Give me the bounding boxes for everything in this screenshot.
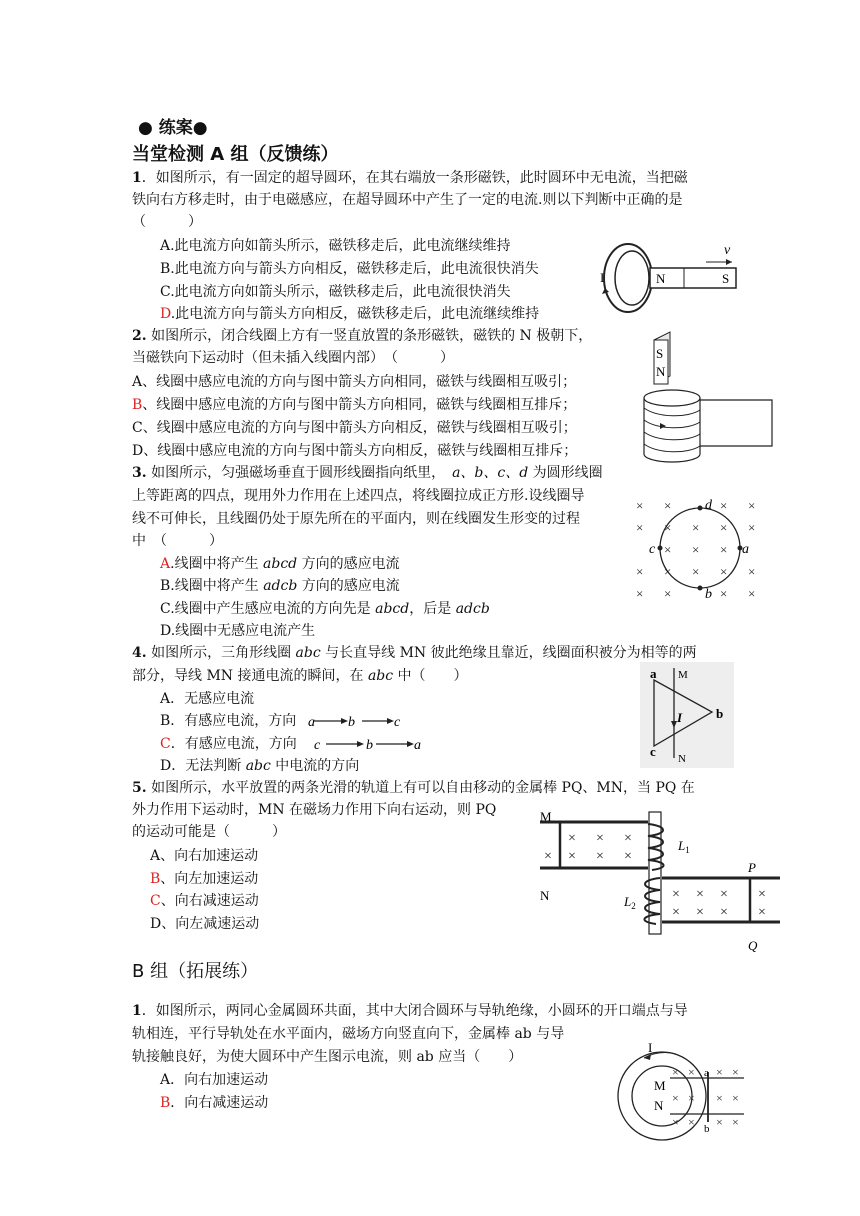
field-cross-icon: × bbox=[636, 498, 644, 513]
q4-stem-text-4: 中（ ） bbox=[393, 668, 468, 684]
field-cross-icon: × bbox=[688, 1091, 695, 1105]
field-cross-icon: × bbox=[720, 564, 728, 579]
q1-answer-letter: D bbox=[160, 306, 171, 322]
field-cross-icon: × bbox=[672, 1091, 679, 1105]
q5-stem-line3: 的运动可能是（ ） bbox=[132, 824, 286, 840]
q2-current-arrow-icon bbox=[660, 423, 666, 429]
q2-option-c: C、线圈中感应电流的方向与图中箭头方向相反，磁铁与线圈相互吸引； bbox=[132, 420, 577, 436]
b1-option-b-text: ．向右减速运动 bbox=[170, 1095, 269, 1111]
q5-figure bbox=[536, 808, 786, 956]
q3-option-b-dir: adcb bbox=[263, 578, 298, 594]
q1-option-d bbox=[160, 303, 539, 325]
q3-stem-text-2: 为圆形线圈 bbox=[528, 465, 603, 481]
q3-fig-b-label: b bbox=[705, 587, 712, 602]
q5-stem-text: 如图所示，水平放置的两条光滑的轨道上有可以自由移动的金属棒 PQ、MN，当 PQ 在 bbox=[146, 780, 695, 796]
field-cross-icon: × bbox=[720, 498, 728, 513]
q4-fig-n-label: N bbox=[678, 753, 686, 765]
q4-stem-text-3: 部分，导线 MN 接通电流的瞬间，在 bbox=[132, 668, 368, 684]
q2-option-b-text: 、线圈中感应电流的方向与图中箭头方向相同，磁铁与线圈相互排斥； bbox=[142, 397, 577, 413]
q3-option-c-dir1: abcd bbox=[375, 601, 410, 617]
q4-option-d-text: D．无法判断 bbox=[160, 758, 246, 774]
q3-answer-letter: A bbox=[160, 556, 171, 572]
q4-stem-text: 如图所示，三角形线圈 bbox=[146, 645, 296, 661]
field-cross-icon: × bbox=[692, 542, 700, 557]
b1-answer-letter: B bbox=[160, 1095, 171, 1111]
field-cross-icon: × bbox=[672, 1115, 679, 1129]
q3-option-b-tail: 方向的感应电流 bbox=[297, 578, 400, 594]
field-cross-icon: × bbox=[664, 586, 672, 601]
field-cross-icon: × bbox=[732, 1115, 739, 1129]
field-cross-icon: × bbox=[748, 520, 756, 535]
q4-c-seq-1: b bbox=[366, 738, 373, 753]
q3-stem-line1 bbox=[132, 462, 603, 484]
field-cross-icon: × bbox=[720, 887, 728, 902]
q3-option-b-text: B.线圈中将产生 bbox=[160, 578, 264, 594]
q2-fig-s-label: S bbox=[656, 346, 664, 361]
field-cross-icon: × bbox=[716, 1065, 723, 1079]
q4-number: 4. bbox=[132, 645, 147, 661]
b1-stem-line3: 轨接触良好，为使大圆环中产生图示电流，则 ab 应当（ ） bbox=[132, 1049, 523, 1065]
field-cross-icon: × bbox=[688, 1065, 695, 1079]
q4-option-d bbox=[160, 755, 359, 777]
q1-option-b: B.此电流方向与箭头方向相反，磁铁移走后，此电流很快消失 bbox=[160, 261, 539, 277]
b1-option-a: A．向右加速运动 bbox=[160, 1072, 269, 1088]
q2-stem-line2: 当磁铁向下运动时（但未插入线圈内部） （ ） bbox=[132, 350, 454, 366]
q4-b-seq-2: c bbox=[394, 715, 401, 730]
field-cross-icon: × bbox=[624, 831, 632, 846]
field-cross-icon: × bbox=[732, 1091, 739, 1105]
field-cross-icon: × bbox=[716, 1115, 723, 1129]
q1-fig-v-label: v bbox=[724, 243, 731, 258]
q5-option-c bbox=[150, 890, 259, 912]
q3-stem-line2: 上等距离的四点，现用外力作用在上述四点，将线圈拉成正方形.设线圈导 bbox=[132, 488, 585, 504]
q4-fig-b-label: b bbox=[716, 706, 724, 721]
q4-stem-line2 bbox=[132, 665, 468, 687]
q3-option-b bbox=[160, 575, 400, 597]
field-cross-icon: × bbox=[596, 831, 604, 846]
q5-option-c-text: 、向右减速运动 bbox=[160, 893, 259, 909]
q4-option-c-sequence bbox=[310, 735, 430, 753]
q3-option-c-mid: ，后是 bbox=[409, 601, 456, 617]
field-cross-icon: × bbox=[748, 586, 756, 601]
q5-number: 5. bbox=[132, 780, 147, 796]
field-cross-icon: × bbox=[664, 542, 672, 557]
q1-option-a: A.此电流方向如箭头所示，磁铁移走后，此电流继续维持 bbox=[160, 238, 511, 254]
q1-fig-i-label: I bbox=[600, 270, 605, 285]
q3-figure bbox=[630, 494, 770, 604]
q3-option-a-text: .线圈中将产生 bbox=[170, 556, 264, 572]
q3-option-c bbox=[160, 598, 490, 620]
b1-figure bbox=[604, 1038, 750, 1142]
q4-b-seq-0: a bbox=[308, 715, 315, 730]
q3-fig-d-label: d bbox=[705, 498, 712, 513]
field-cross-icon: × bbox=[672, 1065, 679, 1079]
field-cross-icon: × bbox=[688, 1115, 695, 1129]
q5-answer-letter-b: B bbox=[150, 871, 161, 887]
field-cross-icon: × bbox=[596, 849, 604, 864]
field-cross-icon: × bbox=[636, 586, 644, 601]
q4-fig-c-label: c bbox=[650, 744, 656, 759]
field-cross-icon: × bbox=[544, 849, 552, 864]
q4-fig-a-label: a bbox=[650, 666, 657, 681]
q1-stem-line2: 铁向右方移走时，由于电磁感应，在超导圆环中产生了一定的电流.则以下判断中正确的是 bbox=[132, 192, 683, 208]
q4-fig-i-label: I bbox=[677, 710, 683, 725]
q3-stem-text: 如图所示，匀强磁场垂直于圆形线圈指向纸里， bbox=[146, 465, 453, 481]
q2-figure bbox=[628, 330, 778, 465]
field-cross-icon: × bbox=[664, 564, 672, 579]
q4-figure bbox=[640, 662, 734, 768]
q1-stem-line1 bbox=[132, 167, 688, 189]
field-cross-icon: × bbox=[720, 520, 728, 535]
q4-stem-abc: abc bbox=[295, 645, 321, 661]
q3-fig-c-label: c bbox=[649, 542, 656, 557]
field-cross-icon: × bbox=[664, 498, 672, 513]
q4-c-seq-0: c bbox=[314, 738, 321, 753]
q5-option-b-text: 、向左加速运动 bbox=[160, 871, 259, 887]
q4-c-seq-2: a bbox=[414, 738, 421, 753]
q5-option-a: A、向右加速运动 bbox=[150, 848, 259, 864]
b1-stem-text: ．如图所示，两同心金属圆环共面，其中大闭合圆环与导轨绝缘，小圆环的开口端点与导 bbox=[141, 1003, 688, 1019]
field-cross-icon: × bbox=[716, 1091, 723, 1105]
b1-stem-line2: 轨相连，平行导轨处在水平面内，磁场方向竖直向下，金属棒 ab 与导 bbox=[132, 1026, 565, 1042]
field-cross-icon: × bbox=[696, 905, 704, 920]
q1-stem-text: ．如图所示，有一固定的超导圆环，在其右端放一条形磁铁，此时圆环中无电流，当把磁 bbox=[141, 170, 688, 186]
q4-stem-text-2: 与长直导线 MN 彼此绝缘且靠近，线圈面积被分为相等的两 bbox=[320, 645, 697, 661]
q4-option-d-abc: abc bbox=[245, 758, 271, 774]
q4-option-b bbox=[160, 710, 296, 732]
b1-fig-a-label: a bbox=[704, 1067, 709, 1079]
b1-number: 1 bbox=[132, 1003, 142, 1019]
q3-option-a-dir: abcd bbox=[263, 556, 298, 572]
field-cross-icon: × bbox=[696, 887, 704, 902]
q3-fig-a-label: a bbox=[742, 542, 749, 557]
field-cross-icon: × bbox=[568, 849, 576, 864]
q4-option-c-text: ．有感应电流，方向 bbox=[170, 736, 297, 752]
field-cross-icon: × bbox=[692, 564, 700, 579]
b1-option-b bbox=[160, 1092, 268, 1114]
q1-fig-s-label: S bbox=[722, 271, 730, 286]
q5-fig-l2-label: $L_2$ bbox=[624, 894, 636, 911]
bullet: ● bbox=[138, 118, 153, 138]
q2-option-d: D、线圈中感应电流的方向与图中箭头方向相反，磁铁与线圈相互排斥； bbox=[132, 443, 578, 459]
q2-option-b bbox=[132, 394, 576, 416]
q4-option-d-tail: 中电流的方向 bbox=[270, 758, 360, 774]
q1-fig-n-label: N bbox=[656, 271, 666, 286]
q5-fig-p-label: P bbox=[748, 860, 756, 875]
q3-option-a bbox=[160, 553, 400, 575]
q4-stem-line1 bbox=[132, 642, 697, 664]
field-cross-icon: × bbox=[732, 1065, 739, 1079]
q2-fig-n-label: N bbox=[656, 364, 666, 379]
q2-stem-text: 如图所示，闭合线圈上方有一竖直放置的条形磁铁，磁铁的 N 极朝下， bbox=[146, 328, 593, 344]
q4-fig-m-label: M bbox=[678, 669, 688, 681]
field-cross-icon: × bbox=[636, 564, 644, 579]
q3-option-a-tail: 方向的感应电流 bbox=[297, 556, 400, 572]
practice-title: 练案● bbox=[158, 118, 208, 138]
field-cross-icon: × bbox=[720, 586, 728, 601]
q3-number: 3. bbox=[132, 465, 147, 481]
q3-stem-line4: 中 （ ） bbox=[132, 533, 223, 549]
q3-option-d: D.线圈中无感应电流产生 bbox=[160, 623, 316, 639]
q2-answer-letter: B bbox=[132, 397, 143, 413]
field-cross-icon: × bbox=[748, 564, 756, 579]
field-cross-icon: × bbox=[758, 887, 766, 902]
b1-fig-i-label: I bbox=[648, 1040, 653, 1055]
q2-number: 2. bbox=[132, 328, 147, 344]
q4-stem-abc-2: abc bbox=[367, 668, 394, 684]
field-cross-icon: × bbox=[672, 905, 680, 920]
field-cross-icon: × bbox=[758, 905, 766, 920]
q3-option-c-dir2: adcb bbox=[455, 601, 490, 617]
q3-stem-points: a、b、c、d bbox=[452, 465, 529, 481]
field-cross-icon: × bbox=[568, 831, 576, 846]
q4-option-c bbox=[160, 733, 297, 755]
q5-fig-m-label: M bbox=[540, 809, 552, 824]
q5-stem-line2: 外力作用下运动时，MN 在磁场力作用下向右运动，则 PQ bbox=[132, 802, 497, 818]
q1-option-c: C.此电流方向如箭头所示，磁铁移走后，此电流很快消失 bbox=[160, 284, 511, 300]
q4-option-a: A．无感应电流 bbox=[160, 691, 255, 707]
q4-option-b-text: B．有感应电流，方向 bbox=[160, 713, 297, 729]
q4-answer-letter: C bbox=[160, 736, 171, 752]
field-cross-icon: × bbox=[636, 520, 644, 535]
q5-fig-l1-label: $L_1$ bbox=[678, 838, 690, 855]
q2-stem-line1 bbox=[132, 325, 592, 347]
q3-stem-line3: 线不可伸长，且线圈仍处于原先所在的平面内，则在线圈发生形变的过程 bbox=[132, 511, 580, 527]
practice-header bbox=[138, 113, 208, 138]
field-cross-icon: × bbox=[624, 849, 632, 864]
b1-fig-m-label: M bbox=[654, 1078, 666, 1093]
section-a-title: 当堂检测 A 组（反馈练） bbox=[132, 144, 339, 165]
q4-option-b-sequence bbox=[304, 712, 404, 730]
q5-fig-n-label: N bbox=[540, 888, 550, 903]
field-cross-icon: × bbox=[720, 542, 728, 557]
q1-stem-line3: （ ） bbox=[132, 214, 202, 230]
q5-stem-line1 bbox=[132, 777, 695, 799]
field-cross-icon: × bbox=[672, 887, 680, 902]
field-cross-icon: × bbox=[664, 520, 672, 535]
q3-option-c-text: C.线圈中产生感应电流的方向先是 bbox=[160, 601, 376, 617]
b1-stem-line1 bbox=[132, 1000, 688, 1022]
q1-number: 1 bbox=[132, 170, 142, 186]
q1-figure bbox=[598, 238, 748, 318]
q5-answer-letter-c: C bbox=[150, 893, 161, 909]
q5-option-d: D、向左减速运动 bbox=[150, 916, 260, 932]
field-cross-icon: × bbox=[720, 905, 728, 920]
q4-b-seq-1: b bbox=[348, 715, 355, 730]
q2-option-a: A、线圈中感应电流的方向与图中箭头方向相同，磁铁与线圈相互吸引； bbox=[132, 374, 577, 390]
b1-fig-b-label: b bbox=[704, 1123, 710, 1135]
q5-fig-q-label: Q bbox=[748, 938, 758, 953]
b1-fig-n-label: N bbox=[654, 1098, 664, 1113]
section-b-title: B 组（拓展练） bbox=[132, 961, 259, 982]
field-cross-icon: × bbox=[692, 520, 700, 535]
q5-option-b bbox=[150, 868, 258, 890]
field-cross-icon: × bbox=[748, 498, 756, 513]
q1-option-d-text: .此电流方向与箭头方向相反，磁铁移走后，此电流继续维持 bbox=[170, 306, 540, 322]
